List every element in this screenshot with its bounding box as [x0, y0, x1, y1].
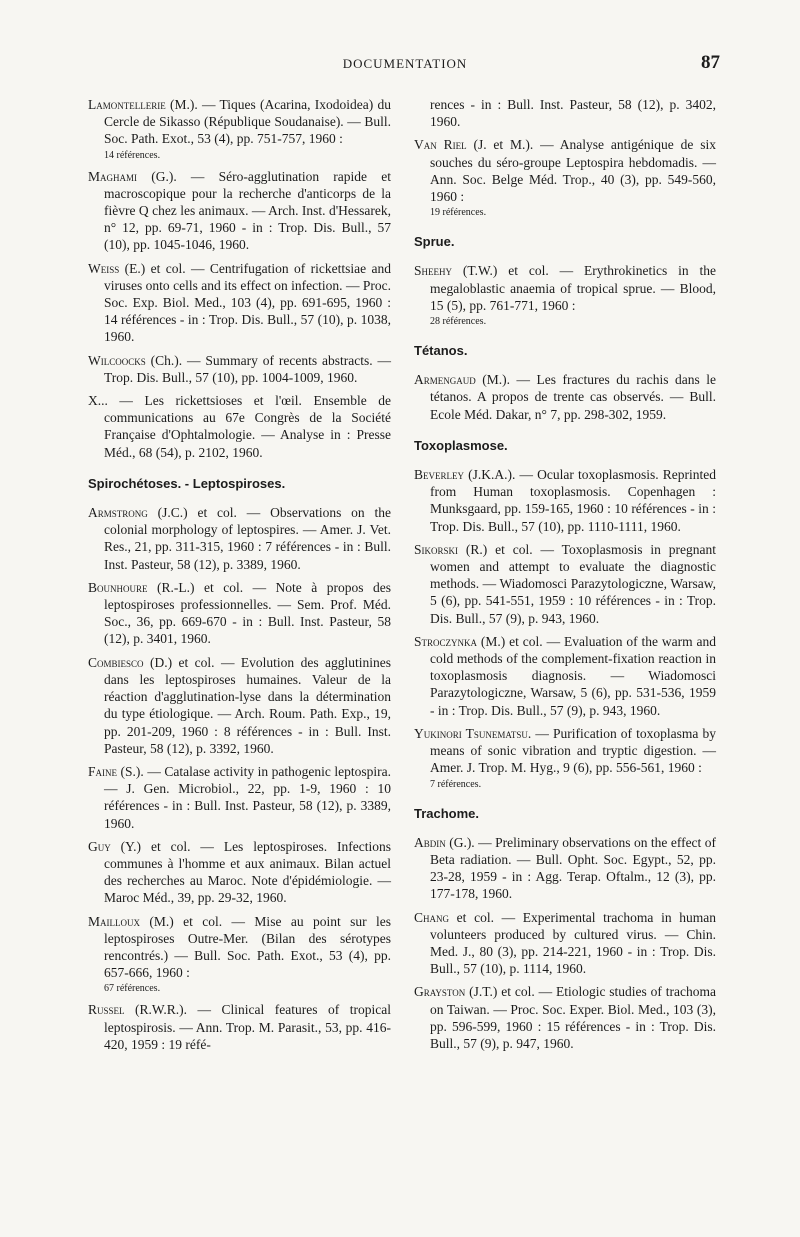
page-number: 87 [701, 52, 720, 73]
entry-author: Sikorski [414, 541, 459, 557]
bibliography-entry [414, 262, 716, 328]
bibliography-entry [88, 763, 391, 832]
page-header [90, 52, 720, 78]
entry-list [88, 504, 391, 1053]
section-heading: Toxoplasmose. [414, 437, 508, 453]
bibliography-entry [88, 654, 391, 757]
entry-text: (M.) et col. — Evaluation of the warm and cold methods of the complement-fixation reaction in toxoplasmosis diagnosis. — Wiadomosci Parazytologiczne, Warsaw, 5 (6), pp. 531-536, 1959 - in : Trop. Dis. Bull., 57 (9), p. 943, 1960. [430, 633, 716, 718]
entry-references-count: 67 références. [104, 983, 161, 995]
entry-author: Lamontellerie [88, 97, 166, 112]
entry-citation [414, 834, 716, 903]
bibliography-entry [414, 633, 716, 719]
entry-citation [88, 763, 391, 832]
bibliography-entry [88, 168, 391, 254]
entry-author: Beverley [414, 467, 464, 483]
entry-text: . — Purification of toxoplasma by means of sonic vibration and tryptic digestion. — Amer. J. Trop. M. Hyg., 9 (6), pp. 556-561, 1960 : [430, 725, 716, 776]
entry-citation [88, 96, 391, 148]
entry-text: (M.) et col. — Mise au point sur les leptospiroses Outre-Mer. (Bilan des sérotypes rencontrés.) — Bull. Soc. Path. Exot., 53 (4), pp. 657-666, 1960 : [104, 913, 391, 981]
entry-author: Wilcoocks [88, 352, 146, 368]
entry-citation [88, 352, 391, 386]
entry-author: Yukinori Tsunematsu [414, 725, 528, 741]
entry-text: (R.-L.) et col. — Note à propos des leptospiroses professionnelles. — Sem. Prof. Méd. Soc., 36, pp. 669-670 - in : Bull. Inst. Pasteur, 58 (12), p. 3401, 1960. [104, 579, 391, 647]
entry-references-count: 14 références. [104, 149, 161, 161]
entry-author: Stroczynka [414, 633, 478, 649]
left-column [88, 96, 391, 1059]
bibliography-entry [88, 96, 391, 162]
entry-citation [414, 371, 716, 423]
entry-citation [414, 262, 716, 314]
bibliography-entry [88, 838, 391, 907]
entry-citation [88, 838, 391, 907]
entry-text: (E.) et col. — Centrifugation of rickettsiae and viruses onto cells and its effect on infection. — Proc. Soc. Exp. Biol. Med., 103 (4), pp. 691-695, 1960 : 14 références - in : Trop. Dis. Bull., 57 (10), p. 1038, 1960. [104, 260, 391, 345]
section-heading: Spirochétoses. - Leptospiroses. [88, 475, 286, 491]
entry-list [414, 371, 716, 423]
bibliography-entry [414, 834, 716, 903]
entry-text: (R.) et col. — Toxoplasmosis in pregnant women and attempt to evaluate the diagnostic methods. — Wiadomosci Parazytologiczne, Warsaw, 5 (6), pp. 541-551, 1959 : 10 références - in : Trop. Dis. Bull., 57 (9), p. 943, 1960. [430, 541, 716, 626]
entry-citation [414, 725, 716, 777]
bibliography-entry [88, 392, 391, 461]
section-heading: Sprue. [414, 234, 455, 250]
entry-text: (R.W.R.). — Clinical features of tropical leptospirosis. — Ann. Trop. M. Parasit., 53, pp. 416-420, 1959 : 19 réfé- [104, 1002, 391, 1052]
entry-citation [414, 541, 716, 627]
entry-list [414, 136, 716, 219]
bibliography-entry [88, 913, 391, 996]
entry-list [414, 262, 716, 328]
entry-author: Mailloux [88, 913, 140, 929]
entry-citation [88, 504, 391, 573]
entry-citation [414, 909, 716, 978]
bibliography-entry [88, 1001, 391, 1053]
entry-text: (M.). — Tiques (Acarina, Ixodoidea) du Cercle de Sikasso (République Soudanaise). — Bull. Soc. Path. Exot., 53 (4), pp. 751-757, 1960 : [104, 97, 391, 147]
entry-author: Russel [88, 1002, 125, 1018]
running-title: DOCUMENTATION [342, 56, 468, 71]
entry-citation [414, 633, 716, 719]
entry-text: (J.K.A.). — Ocular toxoplasmosis. Reprinted from Human toxoplasmosis. Copenhagen : Munksgaard, pp. 159-165, 1960 : 10 références - in : Trop. Dis. Bull., 57 (10), pp. 1110-1111, 1960. [430, 467, 716, 534]
entry-text: (J.C.) et col. — Observations on the colonial morphology of leptospires. — Amer. J. Vet. Res., 21, pp. 311-315, 1960 : 7 références - in : Bull. Inst. Pasteur, 58 (12), p. 3389, 1960. [104, 505, 391, 572]
entry-citation [414, 136, 716, 205]
entry-author: Armstrong [88, 505, 148, 521]
bibliography-entry [414, 136, 716, 219]
entry-list [414, 466, 716, 790]
entry-list [88, 96, 391, 461]
entry-text: (G.). — Preliminary observations on the effect of Beta radiation. — Bull. Opht. Soc. Egypt., 52, pp. 23-28, 1959 - in : Agg. Terap. Oftalm., 12 (3), pp. 177-178, 1960. [430, 834, 716, 902]
entry-citation [88, 913, 391, 982]
entry-text: (S.). — Catalase activity in pathogenic leptospira. — J. Gen. Microbiol., 22, pp. 1-9, 1960 : 10 références - in : Bull. Inst. Pasteur, 58 (12), p. 3389, 1960. [104, 763, 391, 831]
continuation-text: rences - in : Bull. Inst. Pasteur, 58 (12), p. 3402, 1960. [430, 97, 716, 130]
bibliography-entry [414, 466, 716, 535]
entry-references-count: 19 références. [430, 207, 487, 219]
entry-citation [88, 392, 391, 461]
entry-citation [88, 1001, 391, 1053]
entry-text: (Ch.). — Summary of recents abstracts. — Trop. Dis. Bull., 57 (10), pp. 1004-1009, 1960. [104, 352, 391, 385]
entry-citation [414, 983, 716, 1052]
entry-author: Abdin [414, 834, 446, 850]
entry-author: Bounhoure [88, 579, 148, 595]
entry-author: Combiesco [88, 654, 144, 670]
entry-author: Chang [414, 909, 450, 925]
entry-author: Faine [88, 763, 118, 779]
section-heading: Trachome. [414, 805, 480, 821]
entry-author: Armengaud [414, 372, 476, 388]
entry-author: X... [88, 393, 108, 409]
bibliography-entry [414, 541, 716, 627]
entry-citation [88, 260, 391, 346]
entry-author: Weiss [88, 260, 120, 276]
bibliography-entry [414, 371, 716, 423]
right-column [414, 96, 716, 1058]
entry-author: Van Riel [414, 137, 467, 153]
entry-author: Maghami [88, 168, 138, 184]
entry-references-count: 28 références. [430, 316, 487, 328]
entry-citation [88, 579, 391, 648]
bibliography-entry [88, 579, 391, 648]
entry-text: (M.). — Les fractures du rachis dans le tétanos. A propos de trente cas observés. — Bull. Ecole Méd. Dakar, n° 7, pp. 298-302, 1959. [430, 372, 716, 422]
entry-references-count: 7 références. [430, 778, 482, 790]
entry-text: (G.). — Séro-agglutination rapide et macroscopique pour la recherche d'anticorps de la fièvre Q chez les animaux. — Arch. Inst. d'Hessarek, n° 12, pp. 69-71, 1960 - in : Trop. Dis. Bull., 57 (10), pp. 1045-1046, 1960. [104, 168, 391, 253]
entry-text: (T.W.) et col. — Erythrokinetics in the megaloblastic anaemia of tropical sprue. — Blood, 15 (5), pp. 761-771, 1960 : [430, 263, 716, 313]
entry-text: (D.) et col. — Evolution des agglutinines dans les leptospiroses humaines. Valeur de la réaction d'agglutination-lyse dans la détermination du type étiologique. — Arch. Roum. Path. Exp., 19, pp. 201-209, 1960 : 8 références - in : Bull. Inst. Pasteur, 58 (12), p. 3392, 1960. [104, 654, 391, 756]
entry-citation [414, 466, 716, 535]
entry-citation [88, 654, 391, 757]
bibliography-entry [88, 504, 391, 573]
entry-text: (J.T.) et col. — Etiologic studies of trachoma on Taiwan. — Proc. Soc. Exper. Biol. Med., 103 (3), pp. 596-599, 1960 : 15 références - in : Trop. Dis. Bull., 57 (9), p. 947, 1960. [430, 984, 716, 1051]
entry-author: Grayston [414, 984, 466, 1000]
bibliography-entry [414, 983, 716, 1052]
bibliography-entry [88, 260, 391, 346]
entry-citation [88, 168, 391, 254]
entry-text: (Y.) et col. — Les leptospiroses. Infections communes à l'homme et aux animaux. Bilan actuel des recherches au Maroc. Note d'épidémiologie. — Maroc Méd., 39, pp. 29-32, 1960. [104, 838, 391, 906]
section-heading: Tétanos. [414, 343, 468, 359]
entry-author: Sheehy [414, 263, 453, 279]
entry-author: Guy [88, 838, 111, 854]
entry-list [414, 834, 716, 1052]
bibliography-entry [414, 725, 716, 791]
entry-text: (J. et M.). — Analyse antigénique de six souches du séro-groupe Leptospira hebdomadis. — Ann. Soc. Belge Méd. Trop., 40 (3), pp. 549-560, 1960 : [430, 137, 716, 205]
entry-text: et col. — Experimental trachoma in human volunteers produced by cultured virus. — Chin. Med. J., 80 (3), pp. 214-221, 1960 - in : Trop. Dis. Bull., 57 (10), p. 1114, 1960. [430, 909, 716, 977]
bibliography-entry [414, 909, 716, 978]
bibliography-entry [88, 352, 391, 386]
entry-text: — Les rickettsioses et l'œil. Ensemble de communications au 67e Congrès de la Société Française d'Ophtalmologie. — Analyse in : Presse Méd., 68 (54), p. 2102, 1960. [104, 393, 391, 460]
